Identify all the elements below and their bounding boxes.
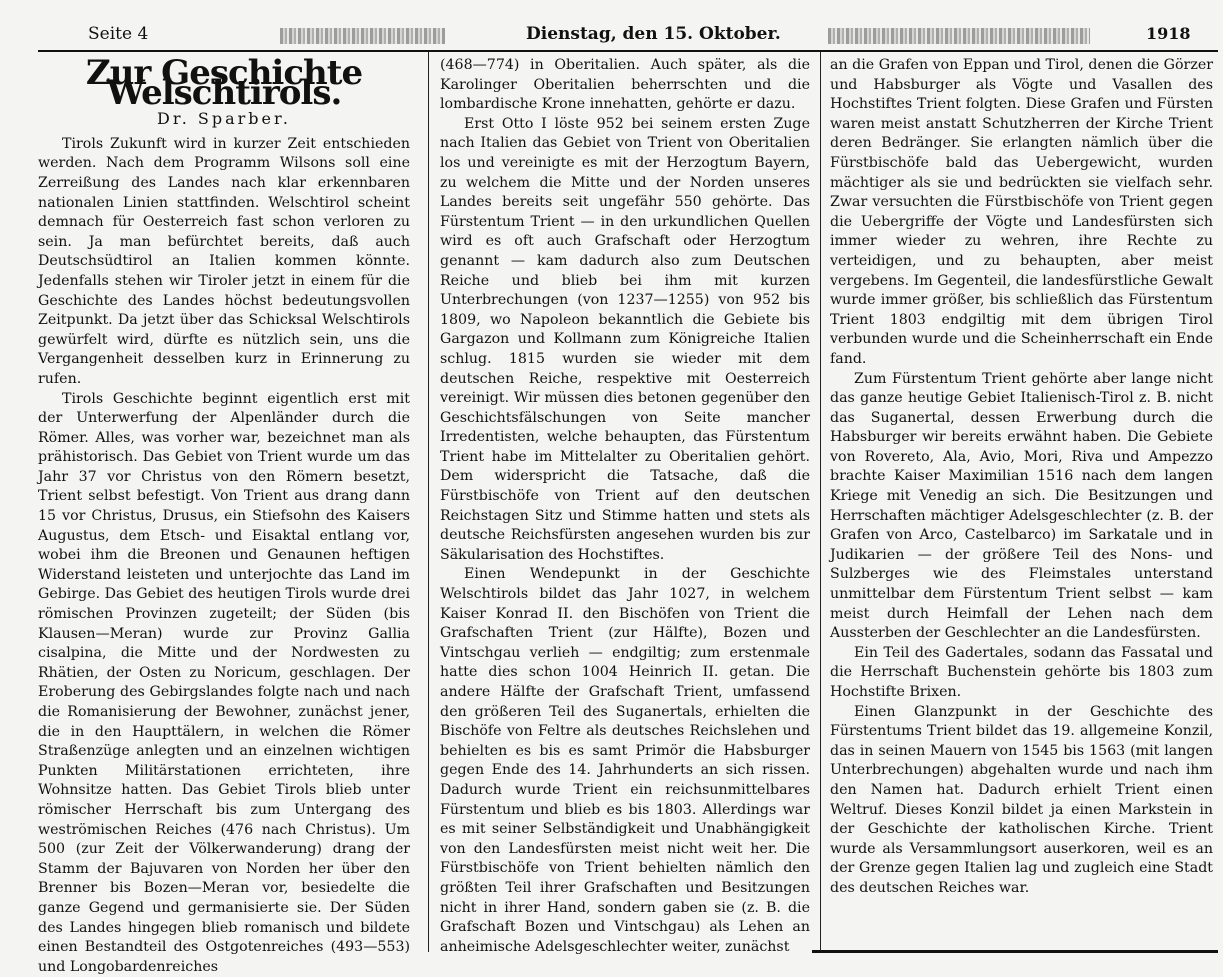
paragraph: an die Grafen von Eppan und Tirol, denen die Görzer und Habsburger als Vögte und Vasallen des Hochstiftes Trient folgten. Diese Grafen und Fürsten waren meist anstatt Schutzherren der Kirche Trient deren Bedränger. Sie erlangten nämlich über die Fürstbischöfe bald das Uebergewicht, wurden mächtiger als sie und bedrückten sie vielfach sehr. Zwar versuchten die Fürstbischöfe von Trient gegen die Uebergriffe der Vögte und Landesfürsten sich immer wieder zu wehren, ihre Rechte zu verteidigen, und zu behaupten, aber meist vergebens. Im Gegenteil, die landesfürstliche Gewalt wurde immer größer, bis schließlich das Fürstentum Trient 1803 endgiltig mit dem übrigen Tirol verbunden wurde und die Scheinherrschaft ein Ende fand.	[830, 56, 1213, 370]
masthead-smudge	[280, 28, 445, 44]
column-divider	[820, 52, 821, 952]
article-column-2	[440, 56, 810, 956]
column-divider	[428, 52, 429, 952]
page-number: Seite 4	[88, 24, 148, 44]
paragraph: Einen Glanzpunkt in der Geschichte des Fürstentums Trient bildet das 19. allgemeine Konzil, das in seinen Mauern von 1545 bis 1563 (mit langen Unterbrechungen) abgehalten wurde und nach ihm den Namen hat. Dadurch erhielt Trient einen Weltruf. Dieses Konzil bildet ja einen Markstein in der Geschichte der katholischen Kirche. Trient wurde als Versammlungsort auserkoren, weil es an der Grenze gegen Italien lag und zugleich eine Stadt des deutschen Reiches war.	[830, 703, 1213, 899]
paragraph: Ein Teil des Gadertales, sodann das Fassatal und die Herrschaft Buchenstein gehörte bis 1803 zum Hochstifte Brixen.	[830, 644, 1213, 703]
article-column-1	[38, 56, 410, 956]
article-author: Dr. Sparber.	[38, 109, 410, 129]
article-title: Zur Geschichte Welschtirols.	[38, 64, 410, 103]
page-header	[0, 0, 1223, 48]
masthead-smudge-right	[828, 28, 1090, 44]
article-column-3	[830, 56, 1213, 946]
paragraph: Einen Wendepunkt in der Geschichte Welschtirols bildet das Jahr 1027, in welchem Kaiser Konrad II. den Bischöfen von Trient die Grafschaften Trient (zur Hälfte), Bozen und Vintschgau verlieh — endgiltig; zum erstenmale hatte dies schon 1004 Heinrich II. getan. Die andere Hälfte der Grafschaft Trient, umfassend den größeren Teil des Suganertals, erhielten die Bischöfe von Feltre als deutsches Reichslehen und behielten es bis es samt Primör die Habsburger gegen Ende des 14. Jahrhunderts an sich rissen. Dadurch wurde Trient ein reichsunmittelbares Fürstentum und blieb es bis 1803. Allerdings war es mit seiner Selbständigkeit und Unabhängigkeit von den Landesfürsten meist nicht weit her. Die Fürstbischöfe von Trient behielten nämlich den größten Teil ihrer Grafschaften und Besitzungen nicht in ihrer Hand, sondern gaben sie (z. B. die Grafschaft Bozen und Vintschgau) als Lehen an anheimische Adelsgeschlechter weiter, zunächst	[440, 565, 810, 957]
paragraph: Tirols Geschichte beginnt eigentlich erst mit der Unterwerfung der Alpenländer durch die Römer. Alles, was vorher war, bezeichnet man als prähistorisch. Das Gebiet von Trient wurde um das Jahr 37 vor Christus von den Römern besetzt, Trient selbst befestigt. Von Trient aus drang dann 15 vor Christus, Drusus, ein Stiefsohn des Kaisers Augustus, dem Etsch- und Eisaktal entlang vor, wobei ihm die Breonen und Genaunen heftigen Widerstand leisteten und unterjochte das Land im Gebirge. Das Gebiet des heutigen Tirols wurde drei römischen Provinzen zugeteilt; der Süden (bis Klausen—Meran) wurde zur Provinz Gallia cisalpina, die Mitte und der Nordwesten zu Rhätien, der Osten zu Noricum, geschlagen. Der Eroberung des Gebirgslandes folgte nach und nach die Romanisierung der Bewohner, zunächst jener, die in den Haupttälern, in welchen die Römer Straßenzüge anlegten und an einzelnen wichtigen Punkten Militärstationen errichteten, ihre Wohnsitze hatten. Das Gebiet Tirols blieb unter römischer Herrschaft bis zum Untergang des weströmischen Reiches (476 nach Christus). Um 500 (zur Zeit der Völkerwanderung) drang der Stamm der Bajuvaren von Norden her über den Brenner bis Bozen—Meran vor, besiedelte die ganze Gegend und germanisierte sie. Der Süden des Landes hingegen blieb romanisch und bildete einen Bestandteil des Ostgotenreiches (493—553) und Longobardenreiches	[38, 390, 410, 977]
issue-date: Dienstag, den 15. Oktober.	[526, 24, 781, 44]
paragraph: Tirols Zukunft wird in kurzer Zeit entschieden werden. Nach dem Programm Wilsons soll eine Zerreißung des Landes nach klar erkennbaren nationalen Linien stattfinden. Welschtirol scheint demnach für Oesterreich fast schon verloren zu sein. Ja man befürchtet bereits, daß auch Deutschsüdtirol an Italien kommen könnte. Jedenfalls stehen wir Tiroler jetzt in einem für die Geschichte des Landes höchst bedeutungsvollen Zeitpunkt. Da jetzt über das Schicksal Welschtirols gewürfelt wird, dürfte es nützlich sein, uns die Vergangenheit desselben kurz in Erinnerung zu rufen.	[38, 135, 410, 390]
paragraph: Erst Otto I löste 952 bei seinem ersten Zuge nach Italien das Gebiet von Trient von Oberitalien los und vereinigte es mit der Herzogtum Bayern, zu welchem die Mitte und der Norden unseres Landes bereits seit ungefähr 550 gehörte. Das Fürstentum Trient — in den urkundlichen Quellen wird es oft auch Grafschaft oder Herzogtum genannt — kam dadurch also zum Deutschen Reiche und blieb bei ihm mit kurzen Unterbrechungen (von 1237—1255) von 952 bis 1809, wo Napoleon bekanntlich die Gebiete bis Gargazon und Kollmann zum Königreiche Italien schlug. 1815 wurden sie wieder mit dem deutschen Reiche, respektive mit Oesterreich vereinigt. Wir müssen dies betonen gegenüber den Geschichtsfälschungen von Seite mancher Irredentisten, welche behaupten, das Fürstentum Trient habe im Mittelalter zu Oberitalien gehört. Dem widerspricht die Tatsache, daß die Fürstbischöfe von Trient auf den deutschen Reichstagen Sitz und Stimme hatten und stets als deutsche Reichsfürsten angesehen wurden bis zur Säkularisation des Hochstiftes.	[440, 115, 810, 566]
paragraph: (468—774) in Oberitalien. Auch später, als die Karolinger Oberitalien beherrschten und die lombardische Krone innehatten, gehörte er dazu.	[440, 56, 810, 115]
article-end-rule	[812, 950, 1218, 953]
paragraph: Zum Fürstentum Trient gehörte aber lange nicht das ganze heutige Gebiet Italienisch-Tirol z. B. nicht das Suganertal, dessen Erwerbung durch die Habsburger wir bereits erwähnt haben. Die Gebiete von Rovereto, Ala, Avio, Mori, Riva und Ampezzo brachte Kaiser Maximilian 1516 nach dem langen Kriege mit Venedig an sich. Die Besitzungen und Herrschaften mächtiger Adelsgeschlechter (z. B. der Grafen von Arco, Castelbarco) im Sarkatale und in Judikarien — der größere Teil des Nons- und Sulzberges wie des Fleimstales unterstand unmittelbar dem Fürstentum Trient selbst — kam meist durch Heimfall der Lehen nach dem Aussterben der Geschlechter an die Landesfürsten.	[830, 370, 1213, 644]
issue-year: 1918	[1146, 24, 1191, 43]
header-rule	[38, 50, 1218, 52]
